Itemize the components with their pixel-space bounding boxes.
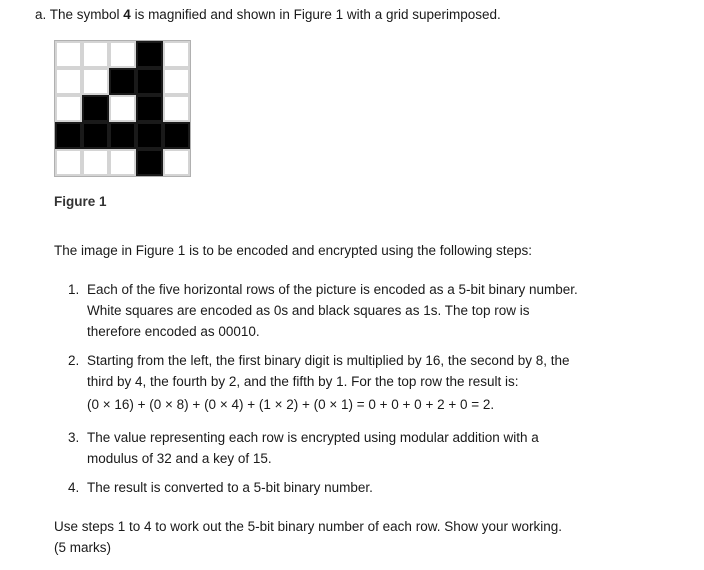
- grid-cell-black: [82, 122, 109, 149]
- grid-cell-white: [163, 149, 190, 176]
- step-line: The value representing each row is encrypted using modular addition with a: [87, 430, 539, 445]
- question-suffix: is magnified and shown in Figure 1 with a grid superimposed.: [130, 7, 501, 22]
- grid-cell-white: [163, 95, 190, 122]
- step-item: [54, 279, 634, 342]
- grid-cell-white: [55, 41, 82, 68]
- steps-list: [54, 279, 634, 498]
- grid-cell-black: [82, 95, 109, 122]
- grid-cell-black: [136, 122, 163, 149]
- step-line: therefore encoded as 00010.: [87, 324, 260, 339]
- grid-cell-white: [109, 95, 136, 122]
- step-item: [54, 477, 634, 498]
- grid-cell-black: [55, 122, 82, 149]
- grid-cell-white: [82, 68, 109, 95]
- grid-cell-black: [136, 68, 163, 95]
- step-line: The result is converted to a 5-bit binary number.: [87, 480, 373, 495]
- question-prefix: a. The symbol: [35, 7, 124, 22]
- step-number: 1.: [68, 282, 80, 297]
- step-number: 4.: [68, 480, 80, 495]
- step-item: [54, 350, 634, 415]
- marks-label: (5 marks): [54, 540, 111, 555]
- step-line: (0 × 16) + (0 × 8) + (0 × 4) + (1 × 2) + (0 × 1) = 0 + 0 + 0 + 2 + 0 = 2.: [87, 397, 495, 412]
- grid-cell-white: [109, 41, 136, 68]
- grid-cell-white: [55, 149, 82, 176]
- question-symbol: 4: [123, 7, 131, 22]
- grid-cell-white: [109, 149, 136, 176]
- grid-cell-black: [163, 122, 190, 149]
- step-number: 3.: [68, 430, 80, 445]
- step-number: 2.: [68, 353, 80, 368]
- step-line: third by 4, the fourth by 2, and the fifth by 1. For the top row the result is:: [87, 374, 519, 389]
- step-line: Each of the five horizontal rows of the picture is encoded as a 5-bit binary number.: [87, 282, 578, 297]
- grid-cell-black: [136, 41, 163, 68]
- grid-cell-white: [82, 41, 109, 68]
- grid-cell-white: [55, 68, 82, 95]
- step-line: White squares are encoded as 0s and black squares as 1s. The top row is: [87, 303, 530, 318]
- grid-cell-black: [109, 122, 136, 149]
- grid-cell-white: [163, 41, 190, 68]
- step-line: modulus of 32 and a key of 15.: [87, 451, 272, 466]
- grid-cell-black: [136, 95, 163, 122]
- step-item: [54, 427, 634, 469]
- grid-cell-white: [55, 95, 82, 122]
- intro-text: The image in Figure 1 is to be encoded and encrypted using the following steps:: [54, 243, 533, 258]
- grid-cell-white: [163, 68, 190, 95]
- grid-cell-black: [136, 149, 163, 176]
- closing-instruction: Use steps 1 to 4 to work out the 5-bit binary number of each row. Show your working.: [54, 519, 563, 534]
- figure-grid: [54, 40, 191, 177]
- step-line: Starting from the left, the first binary digit is multiplied by 16, the second by 8, the: [87, 353, 570, 368]
- grid-cell-white: [82, 149, 109, 176]
- grid-cell-black: [109, 68, 136, 95]
- closing-text: [54, 516, 562, 558]
- figure-caption: Figure 1: [54, 194, 107, 209]
- question-text: [35, 6, 501, 24]
